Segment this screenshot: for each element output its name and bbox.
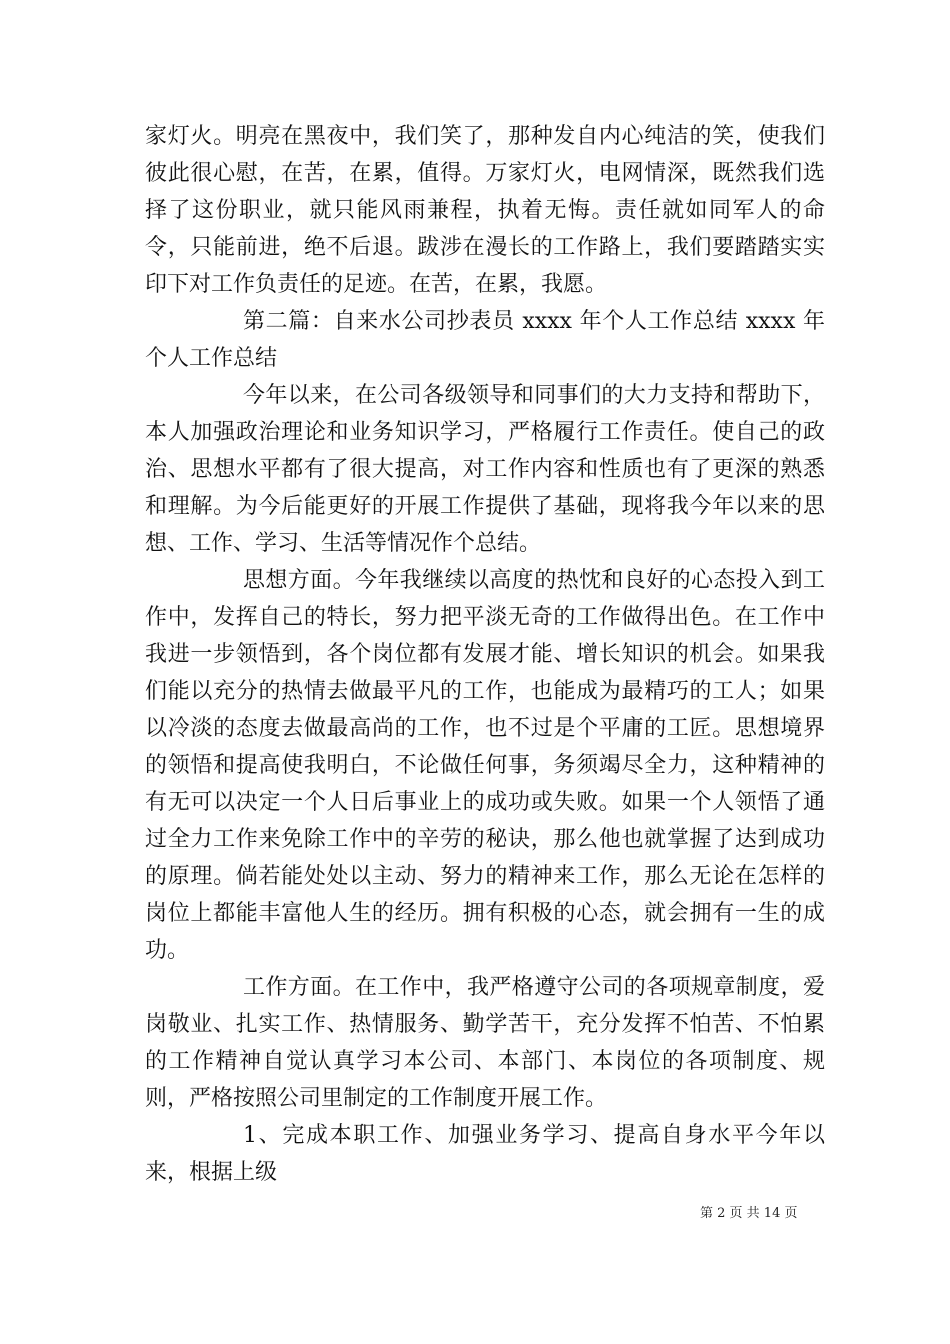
paragraph-work: 工作方面。在工作中，我严格遵守公司的各项规章制度，爱岗敬业、扎实工作、热情服务、勤学苦干，充分发挥不怕苦、不怕累的工作精神自觉认真学习本公司、本部门、本岗位的各项制度、规则，严格按照公司里制定的工作制度开展工作。 xyxy=(145,975,825,1111)
paragraph-continuation: 家灯火。明亮在黑夜中，我们笑了，那种发自内心纯洁的笑，使我们彼此很心慰，在苦，在累，值得。万家灯火，电网情深，既然我们选择了这份职业，就只能风雨兼程，执着无悔。责任就如同军人的命令，只能前进，绝不后退。跋涉在漫长的工作路上，我们要踏踏实实印下对工作负责任的足迹。在苦，在累，我愿。 xyxy=(145,124,825,297)
page-number-footer: 第 2 页 共 14 页 xyxy=(700,1206,798,1221)
paragraph-intro: 今年以来，在公司各级领导和同事们的大力支持和帮助下，本人加强政治理论和业务知识学习，严格履行工作责任。使自己的政治、思想水平都有了很大提高，对工作内容和性质也有了更深的熟悉和理解。为今后能更好的开展工作提供了基础，现将我今年以来的思想、工作、学习、生活等情况作个总结。 xyxy=(145,383,825,556)
document-body xyxy=(145,118,825,1191)
paragraph-thought: 思想方面。今年我继续以高度的热忱和良好的心态投入到工作中，发挥自己的特长，努力把平淡无奇的工作做得出色。在工作中我进一步领悟到，各个岗位都有发展才能、增长知识的机会。如果我们能以充分的热情去做最平凡的工作，也能成为最精巧的工人；如果以冷淡的态度去做最高尚的工作，也不过是个平庸的工匠。思想境界的领悟和提高使我明白，不论做任何事，务须竭尽全力，这种精神的有无可以决定一个人日后事业上的成功或失败。如果一个人领悟了通过全力工作来免除工作中的辛劳的秘诀，那么他也就掌握了达到成功的原理。倘若能处处以主动、努力的精神来工作，那么无论在怎样的岗位上都能丰富他人生的经历。拥有积极的心态，就会拥有一生的成功。 xyxy=(145,568,825,963)
section-heading: 第二篇：自来水公司抄表员 xxxx 年个人工作总结 xxxx 年个人工作总结 xyxy=(145,309,825,371)
paragraph-item-1: 1、完成本职工作、加强业务学习、提高自身水平今年以来，根据上级 xyxy=(145,1123,825,1185)
